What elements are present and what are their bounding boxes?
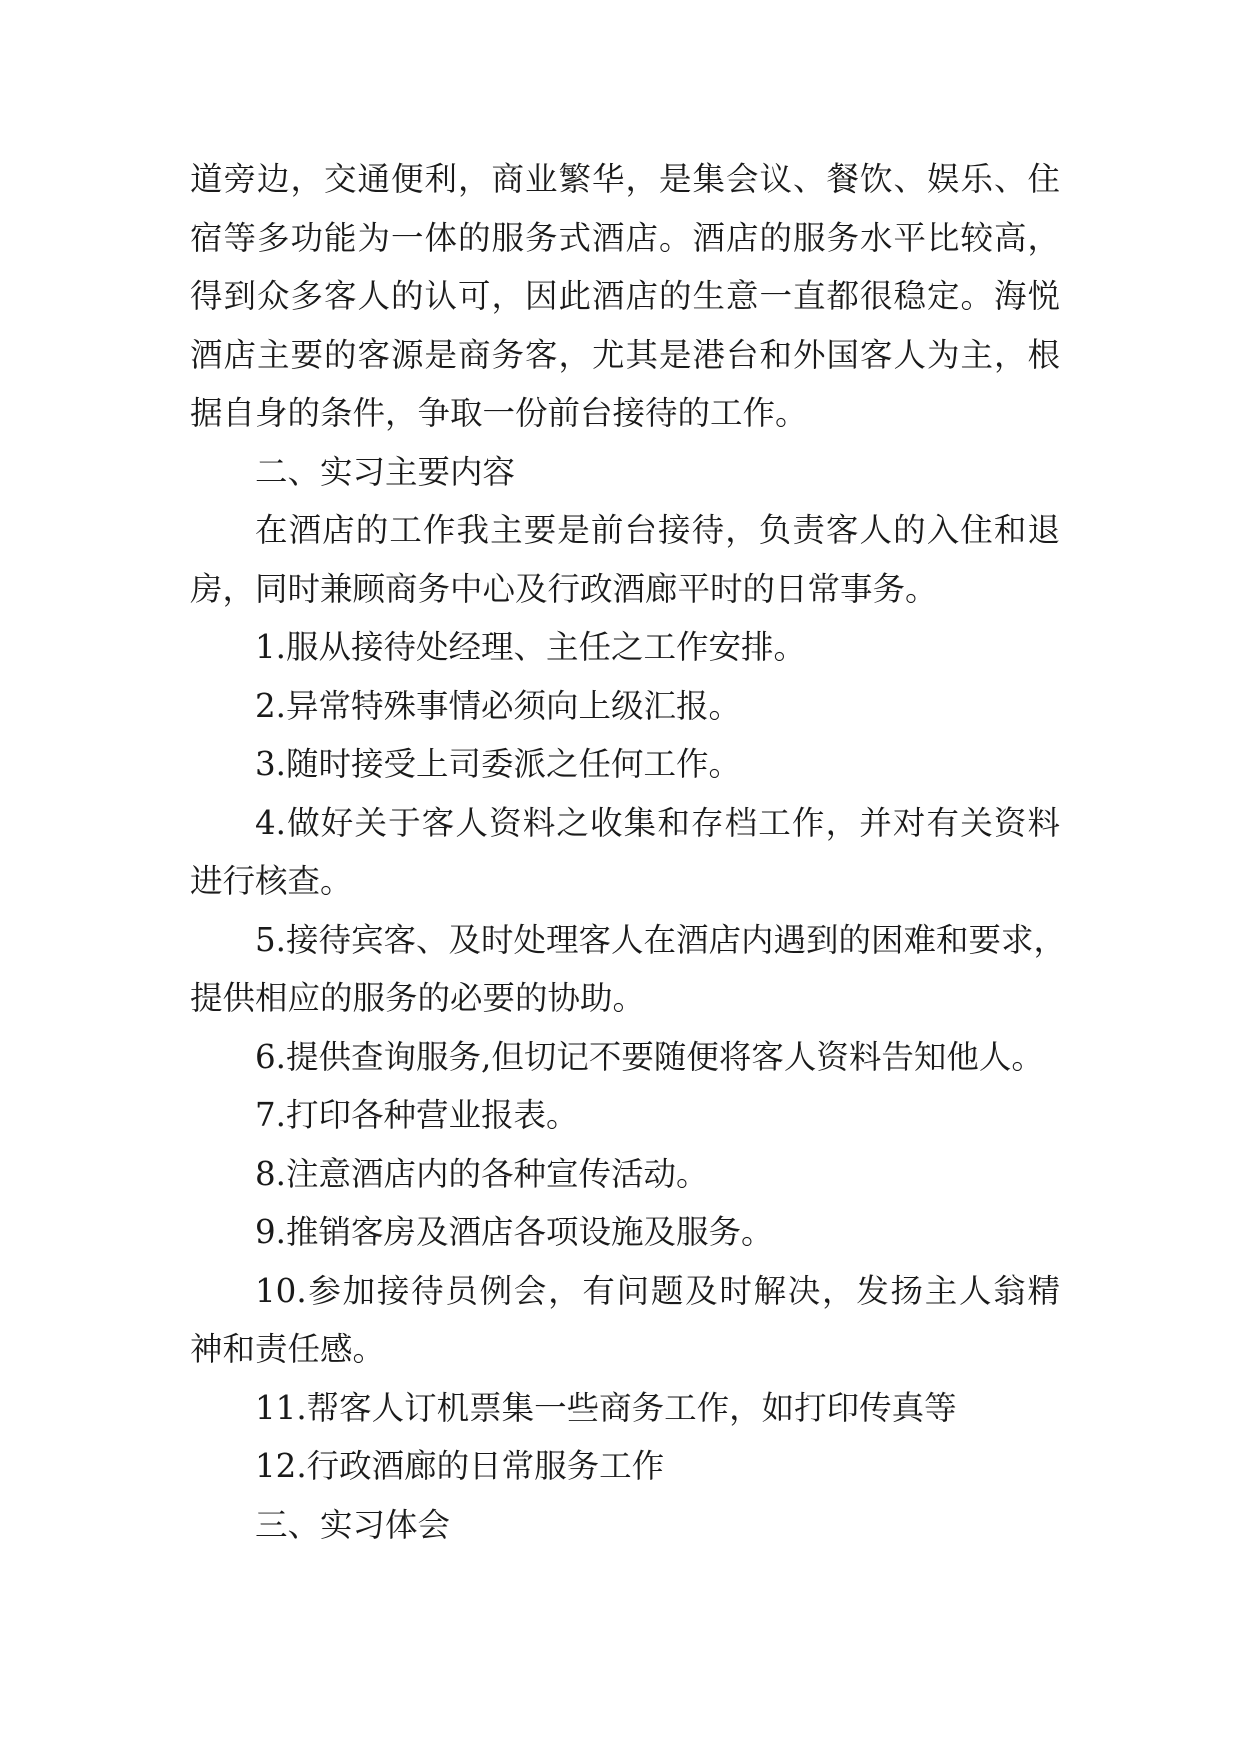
list-item: 3.随时接受上司委派之任何工作。 <box>255 745 742 783</box>
text-line: 房，同时兼顾商务中心及行政酒廊平时的日常事务。 <box>190 569 938 608</box>
list-item-continuation: 神和责任感。 <box>190 1330 386 1368</box>
list-item: 1.服从接待处经理、主任之工作安排。 <box>255 628 807 666</box>
section-heading: 二、实习主要内容 <box>255 452 516 491</box>
list-item-continuation: 提供相应的服务的必要的协助。 <box>190 979 646 1017</box>
list-item: 6.提供查询服务,但切记不要随便将客人资料告知他人。 <box>255 1037 1044 1076</box>
list-item: 5.接待宾客、及时处理客人在酒店内遇到的困难和要求， <box>255 920 1067 959</box>
text-line: 酒店主要的客源是商务客，尤其是港台和外国客人为主，根 <box>190 335 1060 374</box>
list-item: 4.做好关于客人资料之收集和存档工作，并对有关资料 <box>255 803 1060 842</box>
list-item: 2.异常特殊事情必须向上级汇报。 <box>255 686 742 725</box>
list-item: 7.打印各种营业报表。 <box>255 1096 579 1134</box>
document-body <box>190 150 1067 1554</box>
list-item-continuation: 进行核查。 <box>190 862 353 900</box>
text-line: 据自身的条件，争取一份前台接待的工作。 <box>190 394 808 432</box>
list-item: 8.注意酒店内的各种宣传活动。 <box>255 1154 709 1193</box>
text-line: 道旁边，交通便利，商业繁华，是集会议、餐饮、娱乐、住 <box>190 160 1060 198</box>
list-item: 9.推销客房及酒店各项设施及服务。 <box>255 1213 774 1251</box>
list-item: 10.参加接待员例会，有问题及时解决，发扬主人翁精 <box>255 1271 1060 1310</box>
text-line: 宿等多功能为一体的服务式酒店。酒店的服务水平比较高， <box>190 218 1060 257</box>
paragraph-first-line: 在酒店的工作我主要是前台接待，负责客人的入住和退 <box>255 511 1060 549</box>
list-item: 11.帮客人订机票集一些商务工作，如打印传真等 <box>255 1388 957 1427</box>
list-item: 12.行政酒廊的日常服务工作 <box>255 1447 665 1485</box>
text-line: 得到众多客人的认可，因此酒店的生意一直都很稳定。海悦 <box>190 277 1060 315</box>
section-heading: 三、实习体会 <box>255 1505 451 1544</box>
